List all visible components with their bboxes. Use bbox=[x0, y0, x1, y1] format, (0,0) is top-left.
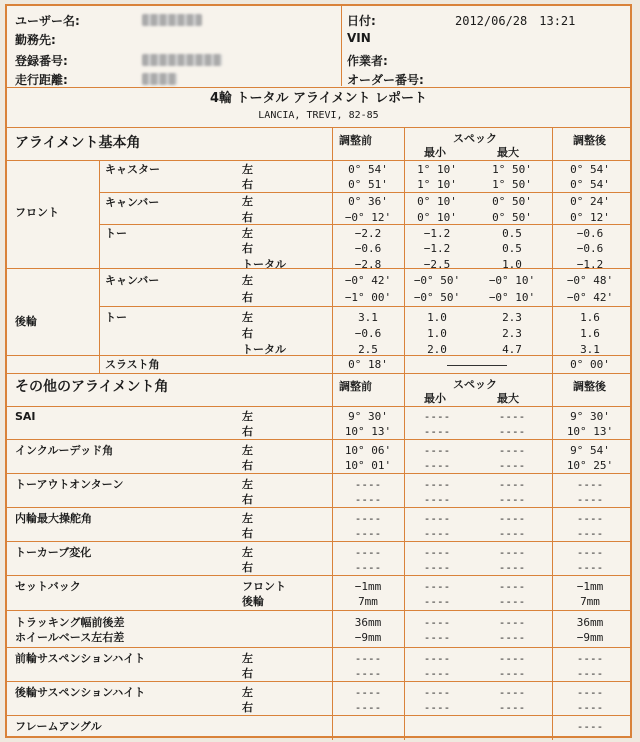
sai-before-0: 9° 30' bbox=[348, 410, 388, 423]
basic-col-min: 最小 bbox=[424, 146, 446, 159]
basic-row-12-after: 0° 00' bbox=[570, 358, 610, 371]
basic-row-5-before: −0.6 bbox=[354, 242, 382, 255]
toeout-min-1: ---- bbox=[423, 493, 451, 506]
basic-row-12-before: 0° 18' bbox=[348, 358, 388, 371]
toecurve-min-0: ---- bbox=[423, 546, 451, 559]
camber-front-bottom bbox=[99, 224, 630, 225]
setback-min-1: ---- bbox=[423, 595, 451, 608]
front-susp-side-1: 右 bbox=[242, 667, 253, 680]
worker-label: 作業者: bbox=[347, 54, 388, 68]
front-susp-before-1: ---- bbox=[354, 667, 382, 680]
basic-row-4-min: −1.2 bbox=[423, 227, 451, 240]
frame-after-0: ---- bbox=[576, 720, 604, 733]
col-line-before bbox=[332, 127, 333, 740]
front-susp-max-0: ---- bbox=[498, 652, 526, 665]
camber-front-label: キャンバー bbox=[105, 196, 160, 209]
basic-row-1-max: 1° 50' bbox=[492, 178, 532, 191]
basic-row-7-max: −0° 10' bbox=[488, 274, 536, 287]
rear-susp-side-0: 左 bbox=[242, 686, 253, 699]
other-col-before: 調整前 bbox=[339, 380, 372, 393]
basic-row-5-min: −1.2 bbox=[423, 242, 451, 255]
group-rear-label: 後輪 bbox=[15, 315, 37, 328]
vin-label: VIN bbox=[347, 31, 371, 45]
basic-row-11-before: 2.5 bbox=[358, 343, 378, 356]
tracking-before-1: −9mm bbox=[354, 631, 382, 644]
setback-side-1: 後輪 bbox=[242, 595, 264, 608]
toeout-bottom bbox=[7, 507, 630, 508]
thrust-spec-dash bbox=[447, 365, 507, 366]
front-susp-min-1: ---- bbox=[423, 667, 451, 680]
tracking-before-0: 36mm bbox=[354, 616, 382, 629]
basic-row-10-side: 右 bbox=[242, 327, 253, 340]
front-susp-min-0: ---- bbox=[423, 652, 451, 665]
basic-row-7-min: −0° 50' bbox=[413, 274, 461, 287]
included-min-1: ---- bbox=[423, 459, 451, 472]
rear-susp-after-0: ---- bbox=[576, 686, 604, 699]
rear-susp-max-1: ---- bbox=[498, 701, 526, 714]
basic-row-8-side: 右 bbox=[242, 291, 253, 304]
basic-row-11-min: 2.0 bbox=[427, 343, 447, 356]
setback-side-0: フロント bbox=[242, 580, 286, 593]
redacted-user bbox=[142, 14, 202, 26]
basic-row-9-after: 1.6 bbox=[580, 311, 600, 324]
other-col-min: 最小 bbox=[424, 392, 446, 405]
sai-after-1: 10° 13' bbox=[566, 425, 614, 438]
toecurve-after-0: ---- bbox=[576, 546, 604, 559]
sai-label: SAI bbox=[15, 410, 36, 423]
setback-before-0: −1mm bbox=[354, 580, 382, 593]
other-col-max: 最大 bbox=[497, 392, 519, 405]
basic-row-6-min: −2.5 bbox=[423, 258, 451, 271]
setback-after-1: 7mm bbox=[580, 595, 600, 608]
setback-max-1: ---- bbox=[498, 595, 526, 608]
toeout-min-0: ---- bbox=[423, 478, 451, 491]
toeout-max-1: ---- bbox=[498, 493, 526, 506]
other-col-spec: スペック bbox=[453, 378, 497, 391]
basic-col-after: 調整後 bbox=[573, 134, 606, 147]
rear-susp-after-1: ---- bbox=[576, 701, 604, 714]
basic-row-2-max: 0° 50' bbox=[492, 195, 532, 208]
basic-section-bottom bbox=[7, 373, 630, 374]
basic-row-8-min: −0° 50' bbox=[413, 291, 461, 304]
basic-header-bottom bbox=[7, 160, 630, 161]
toeout-label: トーアウトオンターン bbox=[15, 478, 124, 491]
date-label: 日付: bbox=[347, 14, 376, 28]
front-susp-after-0: ---- bbox=[576, 652, 604, 665]
basic-row-3-before: −0° 12' bbox=[344, 211, 392, 224]
front-group-bottom bbox=[7, 268, 630, 269]
rear-susp-min-1: ---- bbox=[423, 701, 451, 714]
maxsteer-bottom bbox=[7, 541, 630, 542]
rear-susp-min-0: ---- bbox=[423, 686, 451, 699]
report-subtitle: LANCIA, TREVI, 82-85 bbox=[258, 110, 379, 121]
sai-after-0: 9° 30' bbox=[570, 410, 610, 423]
basic-col-before: 調整前 bbox=[339, 134, 372, 147]
maxsteer-side-0: 左 bbox=[242, 512, 253, 525]
basic-col-spec: スペック bbox=[453, 132, 497, 145]
basic-row-11-max: 4.7 bbox=[502, 343, 522, 356]
basic-row-1-before: 0° 51' bbox=[348, 178, 388, 191]
rear-susp-label: 後輪サスペンションハイト bbox=[15, 686, 146, 699]
rear-susp-before-1: ---- bbox=[354, 701, 382, 714]
toe-rear-label: トー bbox=[105, 311, 127, 324]
front-susp-after-1: ---- bbox=[576, 667, 604, 680]
basic-row-2-side: 左 bbox=[242, 195, 253, 208]
setback-max-0: ---- bbox=[498, 580, 526, 593]
front-susp-max-1: ---- bbox=[498, 667, 526, 680]
front-susp-label: 前輪サスペンションハイト bbox=[15, 652, 146, 665]
maxsteer-label: 内輪最大操舵角 bbox=[15, 512, 92, 525]
tracking-label: トラッキング幅前後差 bbox=[15, 616, 125, 629]
basic-row-0-max: 1° 50' bbox=[492, 163, 532, 176]
thrust-angle-label: スラスト角 bbox=[105, 358, 160, 371]
included-bottom bbox=[7, 473, 630, 474]
basic-row-9-side: 左 bbox=[242, 311, 253, 324]
other-section-title: その他のアライメント角 bbox=[15, 379, 169, 395]
basic-row-3-side: 右 bbox=[242, 211, 253, 224]
sai-min-1: ---- bbox=[423, 425, 451, 438]
basic-row-10-before: −0.6 bbox=[354, 327, 382, 340]
basic-row-5-side: 右 bbox=[242, 242, 253, 255]
basic-row-3-min: 0° 10' bbox=[417, 211, 457, 224]
toeout-after-0: ---- bbox=[576, 478, 604, 491]
basic-section-title: アライメント基本角 bbox=[15, 135, 141, 151]
toecurve-max-0: ---- bbox=[498, 546, 526, 559]
sai-side-0: 左 bbox=[242, 410, 253, 423]
maxsteer-min-1: ---- bbox=[423, 527, 451, 540]
basic-row-11-after: 3.1 bbox=[580, 343, 600, 356]
basic-row-7-before: −0° 42' bbox=[344, 274, 392, 287]
toeout-max-0: ---- bbox=[498, 478, 526, 491]
basic-row-4-before: −2.2 bbox=[354, 227, 382, 240]
basic-col-max: 最大 bbox=[497, 146, 519, 159]
maxsteer-after-1: ---- bbox=[576, 527, 604, 540]
included-after-0: 9° 54' bbox=[570, 444, 610, 457]
basic-row-5-max: 0.5 bbox=[502, 242, 522, 255]
tracking-max-1: ---- bbox=[498, 631, 526, 644]
redacted-registration bbox=[142, 54, 222, 66]
toecurve-after-1: ---- bbox=[576, 561, 604, 574]
basic-row-6-before: −2.8 bbox=[354, 258, 382, 271]
camber-rear-label: キャンバー bbox=[105, 274, 160, 287]
basic-row-8-after: −0° 42' bbox=[566, 291, 614, 304]
setback-after-0: −1mm bbox=[576, 580, 604, 593]
sai-bottom bbox=[7, 439, 630, 440]
basic-row-7-after: −0° 48' bbox=[566, 274, 614, 287]
basic-row-0-after: 0° 54' bbox=[570, 163, 610, 176]
tracking-label-2: ホイールベース左右差 bbox=[15, 631, 125, 644]
basic-row-4-after: −0.6 bbox=[576, 227, 604, 240]
alignment-report-sheet bbox=[5, 4, 632, 738]
group-front-label: フロント bbox=[15, 206, 59, 219]
sai-before-1: 10° 13' bbox=[344, 425, 392, 438]
setback-label: セットバック bbox=[15, 580, 81, 593]
rear-susp-before-0: ---- bbox=[354, 686, 382, 699]
basic-row-8-before: −1° 00' bbox=[344, 291, 392, 304]
maxsteer-min-0: ---- bbox=[423, 512, 451, 525]
basic-row-8-max: −0° 10' bbox=[488, 291, 536, 304]
caster-bottom bbox=[99, 192, 630, 193]
front-susp-before-0: ---- bbox=[354, 652, 382, 665]
toeout-before-1: ---- bbox=[354, 493, 382, 506]
maxsteer-before-1: ---- bbox=[354, 527, 382, 540]
tracking-min-0: ---- bbox=[423, 616, 451, 629]
basic-row-9-max: 2.3 bbox=[502, 311, 522, 324]
toe-front-label: トー bbox=[105, 227, 127, 240]
registration-label: 登録番号: bbox=[15, 54, 68, 68]
sai-max-0: ---- bbox=[498, 410, 526, 423]
user-label: ユーザー名: bbox=[15, 14, 80, 28]
toeout-side-0: 左 bbox=[242, 478, 253, 491]
company-label: 勤務先: bbox=[15, 33, 56, 47]
toeout-after-1: ---- bbox=[576, 493, 604, 506]
tracking-max-0: ---- bbox=[498, 616, 526, 629]
col-line-after bbox=[552, 127, 553, 740]
header-bottom-line bbox=[7, 87, 630, 88]
caster-label: キャスター bbox=[105, 163, 160, 176]
included-after-1: 10° 25' bbox=[566, 459, 614, 472]
report-title: 4輪 トータル アライメント レポート bbox=[209, 91, 428, 106]
maxsteer-max-0: ---- bbox=[498, 512, 526, 525]
tracking-min-1: ---- bbox=[423, 631, 451, 644]
basic-row-3-after: 0° 12' bbox=[570, 211, 610, 224]
maxsteer-side-1: 右 bbox=[242, 527, 253, 540]
toecurve-bottom bbox=[7, 575, 630, 576]
sai-max-1: ---- bbox=[498, 425, 526, 438]
included-before-0: 10° 06' bbox=[344, 444, 392, 457]
other-header-bottom bbox=[7, 406, 630, 407]
basic-row-1-after: 0° 54' bbox=[570, 178, 610, 191]
maxsteer-max-1: ---- bbox=[498, 527, 526, 540]
included-side-0: 左 bbox=[242, 444, 253, 457]
basic-row-9-min: 1.0 bbox=[427, 311, 447, 324]
tracking-bottom bbox=[7, 647, 630, 648]
included-max-1: ---- bbox=[498, 459, 526, 472]
rear-susp-max-0: ---- bbox=[498, 686, 526, 699]
basic-row-5-after: −0.6 bbox=[576, 242, 604, 255]
basic-row-6-max: 1.0 bbox=[502, 258, 522, 271]
basic-row-10-min: 1.0 bbox=[427, 327, 447, 340]
toeout-before-0: ---- bbox=[354, 478, 382, 491]
basic-row-0-side: 左 bbox=[242, 163, 253, 176]
rear-group-bottom bbox=[7, 355, 630, 356]
camber-rear-bottom bbox=[99, 306, 630, 307]
basic-row-6-side: トータル bbox=[242, 258, 286, 271]
toecurve-side-1: 右 bbox=[242, 561, 253, 574]
toecurve-max-1: ---- bbox=[498, 561, 526, 574]
basic-row-10-after: 1.6 bbox=[580, 327, 600, 340]
setback-before-1: 7mm bbox=[358, 595, 378, 608]
toecurve-side-0: 左 bbox=[242, 546, 253, 559]
order-number-label: オーダー番号: bbox=[347, 73, 424, 87]
toecurve-before-0: ---- bbox=[354, 546, 382, 559]
front-susp-bottom bbox=[7, 681, 630, 682]
basic-row-1-side: 右 bbox=[242, 178, 253, 191]
basic-row-2-min: 0° 10' bbox=[417, 195, 457, 208]
tracking-after-0: 36mm bbox=[576, 616, 604, 629]
basic-row-1-min: 1° 10' bbox=[417, 178, 457, 191]
basic-row-10-max: 2.3 bbox=[502, 327, 522, 340]
mileage-label: 走行距離: bbox=[15, 73, 68, 87]
sai-side-1: 右 bbox=[242, 425, 253, 438]
other-col-after: 調整後 bbox=[573, 380, 606, 393]
basic-row-0-min: 1° 10' bbox=[417, 163, 457, 176]
included-label: インクルーデッド角 bbox=[15, 444, 114, 457]
toeout-side-1: 右 bbox=[242, 493, 253, 506]
frame-label: フレームアングル bbox=[15, 720, 102, 733]
title-bottom-line bbox=[7, 127, 630, 128]
sai-min-0: ---- bbox=[423, 410, 451, 423]
included-before-1: 10° 01' bbox=[344, 459, 392, 472]
col-line-spec bbox=[404, 127, 405, 740]
front-susp-side-0: 左 bbox=[242, 652, 253, 665]
basic-row-7-side: 左 bbox=[242, 274, 253, 287]
rear-susp-side-1: 右 bbox=[242, 701, 253, 714]
setback-min-0: ---- bbox=[423, 580, 451, 593]
basic-row-2-before: 0° 36' bbox=[348, 195, 388, 208]
basic-row-11-side: トータル bbox=[242, 343, 286, 356]
maxsteer-before-0: ---- bbox=[354, 512, 382, 525]
basic-row-9-before: 3.1 bbox=[358, 311, 378, 324]
included-max-0: ---- bbox=[498, 444, 526, 457]
basic-row-6-after: −1.2 bbox=[576, 258, 604, 271]
redacted-mileage bbox=[142, 73, 177, 85]
tracking-after-1: −9mm bbox=[576, 631, 604, 644]
basic-row-4-max: 0.5 bbox=[502, 227, 522, 240]
toecurve-before-1: ---- bbox=[354, 561, 382, 574]
basic-row-0-before: 0° 54' bbox=[348, 163, 388, 176]
included-side-1: 右 bbox=[242, 459, 253, 472]
basic-row-4-side: 左 bbox=[242, 227, 253, 240]
rear-susp-bottom bbox=[7, 715, 630, 716]
setback-bottom bbox=[7, 610, 630, 611]
maxsteer-after-0: ---- bbox=[576, 512, 604, 525]
header-divider bbox=[341, 6, 342, 86]
basic-row-2-after: 0° 24' bbox=[570, 195, 610, 208]
included-min-0: ---- bbox=[423, 444, 451, 457]
toecurve-min-1: ---- bbox=[423, 561, 451, 574]
date-value: 2012/06/28 13:21 bbox=[455, 14, 576, 28]
toecurve-label: トーカーブ変化 bbox=[15, 546, 92, 559]
basic-row-3-max: 0° 50' bbox=[492, 211, 532, 224]
